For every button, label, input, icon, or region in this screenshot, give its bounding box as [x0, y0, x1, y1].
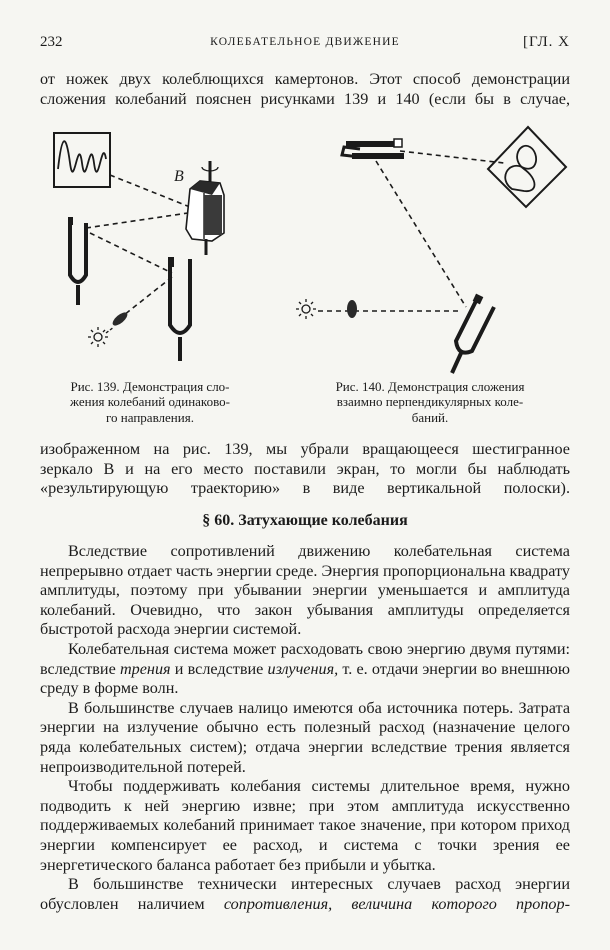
light-source-icon	[296, 299, 316, 319]
tuning-fork-horizontal	[342, 139, 404, 159]
after-figures-text	[40, 440, 570, 499]
chapter-marker: [ГЛ. X	[522, 34, 570, 50]
paragraph-5	[40, 875, 570, 914]
caption-line: Рис. 139. Демонстрация сло-	[70, 379, 230, 394]
after-line-1: изображенном на рис. 139, мы убрали вращающееся шестигранное	[40, 440, 570, 458]
page-number: 232	[40, 34, 63, 50]
figure-140-caption	[300, 379, 560, 425]
caption-line: го направления.	[106, 409, 194, 425]
caption-line: баний.	[411, 409, 449, 425]
screen-with-lissajous	[488, 127, 566, 207]
paragraph-2-part: Колебательная система может расходовать свою энергию двумя путями: вследствие	[40, 639, 570, 678]
section-heading: § 60. Затухающие колебания	[202, 512, 408, 529]
caption-line: взаимно перпендикулярных коле-	[336, 394, 524, 410]
light-source-icon	[88, 327, 108, 347]
paragraph-3: В большинстве случаев налицо имеются оба источника потерь. Затрата энергии на излучение обычно есть полезный расход (назначение целого ряда колебательных систем); отдача энергии вследствие трения является непроизводительной потерей.	[40, 698, 570, 776]
figure-139	[40, 125, 270, 375]
paragraph-4: Чтобы поддерживать колебания системы длительное время, нужно подводить к ней энергию извне; при этом амплитуда искусственно поддерживаемых колебаний принимает такое значение, при котором приход энергии компенсирует ее расход, и система с точки зрения ее энергетического баланса работает без прибыли и убытка.	[40, 777, 570, 874]
screen-with-wave	[54, 133, 110, 187]
figure-140	[290, 125, 570, 380]
section-body	[40, 542, 570, 914]
page-header	[40, 34, 570, 54]
figure-140-drawing	[290, 125, 570, 380]
tuning-fork-right	[168, 257, 190, 361]
intro-text	[40, 70, 570, 109]
lens	[347, 300, 357, 318]
paragraph-2-part: т. е. отдачи энергии во внешнюю среду в форме волн.	[40, 659, 570, 698]
after-line-3: «результирующую траекторию» в виде вертикальной полоски).	[40, 479, 570, 498]
term-radiation: излучения,	[267, 659, 339, 678]
figure-139-caption	[40, 379, 260, 425]
tuning-fork-left	[68, 217, 86, 305]
term-friction: трения	[119, 659, 171, 678]
caption-line: жения колебаний одинаково-	[70, 394, 230, 410]
tuning-fork-tilted	[452, 294, 494, 373]
paragraph-1: Вследствие сопротивлений движению колебательная система непрерывно отдает часть энергии среде. Энергия пропорциональна квадрату амплитуды, поэтому при убывании энергии уменьшается и амплитуда колебаний. Очевидно, что закон убывания амплитуды определяется быстротой расхода энергии системой.	[40, 542, 570, 639]
paragraph-2	[40, 640, 570, 699]
hexagonal-mirror	[186, 161, 224, 255]
intro-line-1: от ножек двух колеблющихся камертонов. Этот способ демонстрации	[40, 70, 570, 88]
term-resistance: сопротивления, величина которого пропор-	[223, 894, 571, 913]
running-title: КОЛЕБАТЕЛЬНОЕ ДВИЖЕНИЕ	[210, 36, 400, 48]
paragraph-5-part: В большинстве технически интересных случаев расход энергии обусловлен наличием	[40, 875, 570, 913]
paragraph-2-part: и вследствие	[170, 659, 268, 678]
figure-139-drawing	[40, 125, 270, 375]
mirror-label: B	[174, 168, 184, 185]
caption-line: Рис. 140. Демонстрация сложения	[335, 379, 525, 394]
intro-line-2: сложения колебаний пояснен рисунками 139 и 140 (если бы в случае,	[40, 89, 570, 108]
after-line-2: зеркало B и на его место поставили экран, то могли бы наблюдать	[40, 459, 570, 478]
